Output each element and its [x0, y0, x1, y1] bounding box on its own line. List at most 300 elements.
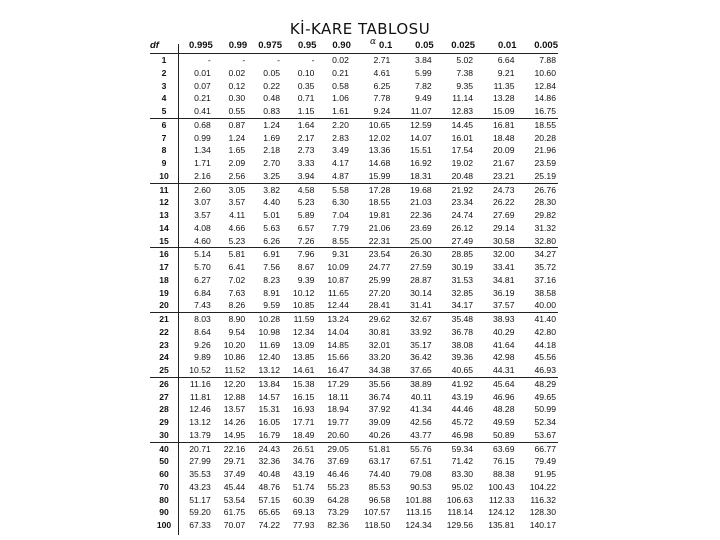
value-cell: 67.51: [410, 456, 432, 467]
value-cell: 18.55: [534, 119, 556, 130]
table-row: [150, 455, 558, 468]
value-cell: 1.06: [332, 93, 349, 104]
value-cell: 30.58: [475, 235, 516, 248]
value-cell: 0.21: [332, 67, 349, 78]
value-cell: 10.65: [368, 119, 391, 130]
value-cell: 79.49: [534, 456, 556, 467]
value-cell: 29.71: [223, 456, 246, 467]
value-cell: 4.61: [373, 67, 391, 78]
value-cell: 8.64: [194, 326, 211, 337]
header-alpha-0_995: 0.995: [178, 38, 213, 54]
value-cell: 29.82: [534, 210, 556, 220]
value-cell: 13.09: [292, 339, 315, 350]
value-cell: 12.40: [258, 352, 281, 363]
table-row: [150, 287, 558, 300]
value-cell: 16.47: [316, 364, 350, 377]
value-cell: 140.17: [529, 520, 556, 530]
value-cell: 0.12: [228, 80, 246, 91]
value-cell: 45.44: [223, 481, 246, 492]
value-cell: 0.02: [228, 67, 246, 78]
value-cell: 14.57: [258, 391, 281, 402]
value-cell: 1.64: [297, 119, 315, 130]
value-cell: 57.15: [258, 494, 281, 505]
value-cell: 15.99: [351, 170, 392, 183]
value-cell: 106.63: [446, 494, 474, 505]
value-cell: 9.59: [247, 299, 282, 312]
value-cell: 6.26: [247, 235, 282, 248]
value-cell: 6.84: [194, 287, 211, 298]
value-cell: 43.19: [292, 469, 315, 479]
value-cell: 45.72: [451, 417, 474, 427]
value-cell: 29.62: [368, 314, 391, 324]
value-cell: 88.38: [492, 469, 515, 479]
value-cell: 45.56: [534, 352, 556, 363]
value-cell: 42.98: [492, 352, 515, 363]
value-cell: 3.94: [282, 170, 316, 183]
value-cell: 12.83: [434, 105, 475, 118]
table-header: [150, 38, 558, 54]
value-cell: 7.63: [228, 287, 246, 298]
table-row: [150, 416, 558, 429]
table-row: [150, 92, 558, 105]
value-cell: 60.39: [292, 494, 315, 505]
value-cell: 13.28: [492, 93, 515, 104]
value-cell: 67.33: [189, 520, 211, 530]
value-cell: 13.84: [258, 378, 281, 389]
value-cell: 0.83: [247, 105, 282, 118]
value-cell: 17.71: [292, 417, 315, 427]
value-cell: 49.59: [492, 417, 515, 427]
value-cell: 31.32: [534, 222, 556, 233]
value-cell: 12.34: [292, 326, 315, 337]
value-cell: 13.79: [178, 429, 213, 442]
value-cell: 21.92: [451, 184, 474, 195]
value-cell: 3.25: [247, 170, 282, 183]
value-cell: 33.20: [368, 352, 391, 363]
value-cell: 128.30: [529, 507, 556, 518]
value-cell: 40.65: [434, 364, 475, 377]
value-cell: 13.85: [292, 352, 315, 363]
value-cell: 2.20: [332, 119, 349, 130]
df-cell: 15: [150, 235, 178, 248]
value-cell: 7.43: [178, 299, 213, 312]
value-cell: 61.75: [223, 507, 246, 518]
value-cell: 50.99: [534, 404, 556, 415]
value-cell: 17.54: [451, 145, 474, 156]
value-cell: 2.17: [297, 132, 315, 143]
value-cell: 0.55: [213, 105, 247, 118]
value-cell: 11.52: [213, 364, 247, 377]
df-cell: 17: [159, 262, 169, 272]
chi-square-table-container: [150, 38, 558, 532]
value-cell: 18.31: [392, 170, 433, 183]
value-cell: 59.20: [189, 507, 211, 518]
value-cell: 11.81: [189, 391, 211, 402]
value-cell: 8.03: [194, 314, 211, 324]
value-cell: 37.69: [327, 456, 349, 467]
value-cell: 46.46: [327, 469, 349, 479]
value-cell: 1.61: [316, 105, 350, 118]
df-cell: 12: [159, 197, 169, 208]
value-cell: 0.07: [194, 80, 211, 91]
df-cell: 3: [161, 80, 167, 91]
value-cell: 15.66: [327, 352, 349, 363]
value-cell: 28.41: [351, 299, 392, 312]
value-cell: 129.56: [446, 520, 474, 530]
value-cell: 24.43: [258, 443, 281, 454]
value-cell: 23.21: [475, 170, 516, 183]
value-cell: 43.19: [451, 391, 474, 402]
value-cell: 43.23: [189, 481, 211, 492]
value-cell: 118.14: [447, 507, 474, 518]
value-cell: 14.86: [534, 93, 556, 104]
table-row: [150, 351, 558, 364]
value-cell: 33.41: [492, 262, 515, 272]
value-cell: 6.41: [228, 262, 246, 272]
df-cell: 21: [159, 314, 169, 324]
value-cell: 7.79: [332, 222, 349, 233]
value-cell: 20.71: [189, 443, 211, 454]
table-row: [150, 391, 558, 404]
chi-square-table: [150, 38, 558, 532]
value-cell: 11.35: [493, 80, 515, 91]
value-cell: 20.60: [316, 429, 350, 442]
value-cell: 9.54: [228, 326, 246, 337]
value-cell: 6.25: [373, 80, 391, 91]
value-cell: 42.80: [534, 326, 556, 337]
value-cell: 2.60: [194, 184, 211, 195]
value-cell: 116.32: [530, 494, 556, 505]
value-cell: 9.26: [194, 339, 211, 350]
header-alpha-0_1: 0.1: [351, 38, 392, 54]
value-cell: 41.34: [410, 404, 432, 415]
value-cell: 40.48: [258, 469, 281, 479]
value-cell: 95.02: [451, 481, 474, 492]
value-cell: 4.11: [229, 210, 246, 220]
value-cell: 40.29: [492, 326, 515, 337]
value-cell: 1.24: [228, 132, 246, 143]
value-cell: 8.67: [297, 262, 315, 272]
header-alpha-0_025: 0.025: [434, 38, 475, 54]
value-cell: 9.24: [351, 105, 392, 118]
value-cell: 25.19: [516, 170, 558, 183]
value-cell: 16.79: [247, 429, 282, 442]
value-cell: 70.07: [223, 520, 246, 530]
value-cell: 31.53: [451, 274, 474, 285]
value-cell: -: [311, 55, 315, 65]
table-row: [150, 222, 558, 235]
value-cell: 28.85: [451, 249, 474, 260]
value-cell: 20.09: [492, 145, 515, 156]
df-cell: 16: [159, 249, 169, 260]
value-cell: 8.90: [228, 314, 246, 324]
table-body: [150, 54, 558, 532]
value-cell: 9.39: [297, 274, 315, 285]
value-cell: 18.55: [368, 197, 391, 208]
value-cell: 46.93: [516, 364, 558, 377]
value-cell: 9.89: [194, 352, 211, 363]
value-cell: 26.22: [492, 197, 515, 208]
value-cell: 1.34: [194, 145, 211, 156]
value-cell: 41.64: [492, 339, 515, 350]
value-cell: 24.74: [451, 210, 474, 220]
value-cell: 15.09: [475, 105, 516, 118]
value-cell: 44.46: [451, 404, 474, 415]
value-cell: 14.85: [327, 339, 349, 350]
value-cell: 38.93: [492, 314, 515, 324]
value-cell: 38.08: [451, 339, 474, 350]
value-cell: 15.31: [258, 404, 281, 415]
value-cell: 0.10: [297, 67, 315, 78]
value-cell: 5.14: [194, 249, 211, 260]
alpha-symbol: α: [370, 37, 377, 47]
value-cell: 15.51: [410, 145, 432, 156]
value-cell: 9.21: [497, 67, 515, 78]
value-cell: 4.08: [194, 222, 211, 233]
value-cell: 18.11: [327, 391, 349, 402]
value-cell: 11.59: [293, 314, 315, 324]
value-cell: 1.24: [263, 119, 281, 130]
value-cell: 18.94: [327, 404, 349, 415]
value-cell: 1.71: [194, 158, 211, 168]
value-cell: 16.93: [292, 404, 315, 415]
value-cell: 3.84: [414, 55, 432, 65]
value-cell: 22.31: [351, 235, 392, 248]
value-cell: 4.17: [332, 158, 349, 168]
value-cell: 29.05: [327, 443, 349, 454]
value-cell: 0.21: [194, 93, 211, 104]
table-row: [150, 157, 558, 170]
value-cell: 13.12: [189, 417, 211, 427]
value-cell: 32.00: [492, 249, 515, 260]
value-cell: 14.68: [368, 158, 391, 168]
value-cell: 16.92: [410, 158, 432, 168]
value-cell: 23.59: [534, 158, 556, 168]
value-cell: 14.04: [327, 326, 349, 337]
df-cell: 5: [150, 105, 178, 118]
value-cell: 50.89: [475, 429, 516, 442]
header-df: df: [150, 38, 178, 54]
value-cell: 6.30: [332, 197, 349, 208]
value-cell: 65.65: [258, 507, 281, 518]
value-cell: 5.01: [263, 210, 281, 220]
value-cell: 124.12: [488, 507, 515, 518]
table-row: [150, 481, 558, 494]
value-cell: 19.77: [327, 417, 349, 427]
value-cell: 3.33: [297, 158, 315, 168]
value-cell: 5.63: [263, 222, 281, 233]
value-cell: 17.28: [368, 184, 391, 195]
value-cell: 37.92: [368, 404, 391, 415]
value-cell: 35.53: [189, 469, 211, 479]
value-cell: 63.17: [368, 456, 391, 467]
value-cell: 27.49: [434, 235, 475, 248]
value-cell: 7.96: [297, 249, 315, 260]
value-cell: 0.48: [263, 93, 281, 104]
value-cell: 44.18: [534, 339, 556, 350]
value-cell: 5.23: [213, 235, 247, 248]
header-alpha-0_005: 0.005: [516, 38, 558, 54]
value-cell: 14.45: [451, 119, 474, 130]
table-row: [150, 468, 558, 481]
value-cell: 17.29: [327, 378, 349, 389]
value-cell: 3.07: [194, 197, 211, 208]
value-cell: 0.99: [194, 132, 211, 143]
value-cell: 96.58: [368, 494, 391, 505]
df-cell: 40: [159, 443, 169, 454]
df-cell: 22: [159, 326, 169, 337]
header-alpha-0_99: 0.99: [213, 38, 247, 54]
table-row: [150, 105, 558, 118]
value-cell: 8.23: [263, 274, 281, 285]
value-cell: 85.53: [368, 481, 391, 492]
table-row: [150, 144, 558, 157]
value-cell: 41.40: [534, 314, 556, 324]
value-cell: 23.34: [451, 197, 474, 208]
value-cell: 16.01: [451, 132, 474, 143]
value-cell: 14.95: [213, 429, 247, 442]
table-row: [150, 313, 558, 326]
value-cell: 29.14: [492, 222, 515, 233]
value-cell: 71.42: [451, 456, 474, 467]
table-row: [150, 403, 558, 416]
value-cell: 0.05: [263, 67, 281, 78]
value-cell: 63.69: [492, 443, 515, 454]
value-cell: 8.55: [316, 235, 350, 248]
value-cell: 0.87: [228, 119, 246, 130]
value-cell: 46.98: [434, 429, 475, 442]
value-cell: 45.64: [492, 378, 515, 389]
value-cell: 7.02: [228, 274, 246, 285]
value-cell: 1.69: [263, 132, 281, 143]
value-cell: 46.96: [492, 391, 515, 402]
df-cell: 23: [159, 339, 169, 350]
df-cell: 1: [161, 55, 167, 65]
value-cell: 12.84: [534, 80, 556, 91]
df-cell: 100: [156, 520, 172, 530]
value-cell: 34.27: [534, 249, 556, 260]
value-cell: 26.12: [451, 222, 474, 233]
value-cell: 7.38: [456, 67, 474, 78]
value-cell: 11.14: [452, 93, 474, 104]
table-row: [150, 235, 558, 248]
value-cell: 6.91: [263, 249, 281, 260]
value-cell: 40.26: [351, 429, 392, 442]
value-cell: 0.68: [194, 119, 211, 130]
value-cell: 0.71: [297, 93, 315, 104]
value-cell: 27.69: [492, 210, 515, 220]
value-cell: 27.99: [189, 456, 211, 467]
value-cell: 12.20: [223, 378, 246, 389]
value-cell: 35.48: [451, 314, 474, 324]
value-cell: 5.99: [414, 67, 432, 78]
value-cell: 0.01: [194, 67, 211, 78]
value-cell: 42.56: [410, 417, 432, 427]
value-cell: 24.73: [492, 184, 515, 195]
value-cell: 1.65: [228, 145, 246, 156]
df-cell: 8: [161, 145, 167, 156]
value-cell: 26.30: [410, 249, 432, 260]
value-cell: 91.95: [534, 469, 556, 479]
value-cell: 27.20: [368, 287, 391, 298]
df-cell: 6: [161, 119, 167, 130]
value-cell: 25.99: [368, 274, 391, 285]
value-cell: 118.50: [364, 520, 391, 530]
table-row: [150, 326, 558, 339]
value-cell: 22.36: [410, 210, 432, 220]
df-cell: 13: [159, 210, 169, 220]
value-cell: 48.76: [258, 481, 281, 492]
value-cell: 27.59: [410, 262, 432, 272]
table-row: [150, 170, 558, 183]
value-cell: 6.57: [297, 222, 315, 233]
table-row: [150, 364, 558, 377]
value-cell: 11.16: [189, 378, 211, 389]
value-cell: 14.26: [223, 417, 246, 427]
value-cell: 38.89: [410, 378, 432, 389]
value-cell: 82.36: [327, 520, 349, 530]
value-cell: 0.35: [297, 80, 315, 91]
df-cell: 29: [159, 417, 169, 427]
value-cell: 1.15: [282, 105, 316, 118]
value-cell: 18.48: [492, 132, 515, 143]
header-alpha-0_01: 0.01: [475, 38, 516, 54]
value-cell: 7.26: [282, 235, 316, 248]
value-cell: 39.36: [451, 352, 474, 363]
value-cell: 35.72: [534, 262, 556, 272]
value-cell: 5.81: [228, 249, 246, 260]
value-cell: 32.67: [410, 314, 432, 324]
value-cell: 12.46: [189, 404, 211, 415]
value-cell: 55.23: [327, 481, 349, 492]
value-cell: 3.05: [228, 184, 246, 195]
value-cell: 37.16: [534, 274, 556, 285]
value-cell: 2.18: [263, 145, 281, 156]
value-cell: 13.12: [247, 364, 282, 377]
value-cell: 10.09: [327, 262, 349, 272]
value-cell: 51.17: [189, 494, 211, 505]
value-cell: 3.82: [263, 184, 281, 195]
table-row: [150, 377, 558, 390]
value-cell: 32.85: [451, 287, 474, 298]
value-cell: 5.89: [297, 210, 315, 220]
value-cell: 0.22: [263, 80, 281, 91]
value-cell: 113.15: [406, 507, 432, 518]
value-cell: 19.02: [451, 158, 474, 168]
value-cell: 3.49: [332, 145, 349, 156]
df-cell: 7: [161, 132, 167, 143]
value-cell: 10.28: [258, 314, 281, 324]
table-row: [150, 299, 558, 312]
value-cell: 7.04: [332, 210, 349, 220]
df-cell: 14: [159, 222, 169, 233]
table-row: [150, 196, 558, 209]
table-row: [150, 506, 558, 519]
value-cell: 7.56: [263, 262, 281, 272]
value-cell: 2.56: [213, 170, 247, 183]
header-row: [150, 38, 558, 54]
table-row: [150, 54, 558, 67]
value-cell: 10.98: [258, 326, 281, 337]
value-cell: 12.88: [223, 391, 246, 402]
value-cell: 101.88: [405, 494, 432, 505]
value-cell: 32.36: [258, 456, 281, 467]
value-cell: 20.28: [534, 132, 556, 143]
value-cell: 21.03: [410, 197, 432, 208]
value-cell: 64.28: [327, 494, 349, 505]
df-cell: 27: [159, 391, 169, 402]
value-cell: 12.44: [316, 299, 350, 312]
